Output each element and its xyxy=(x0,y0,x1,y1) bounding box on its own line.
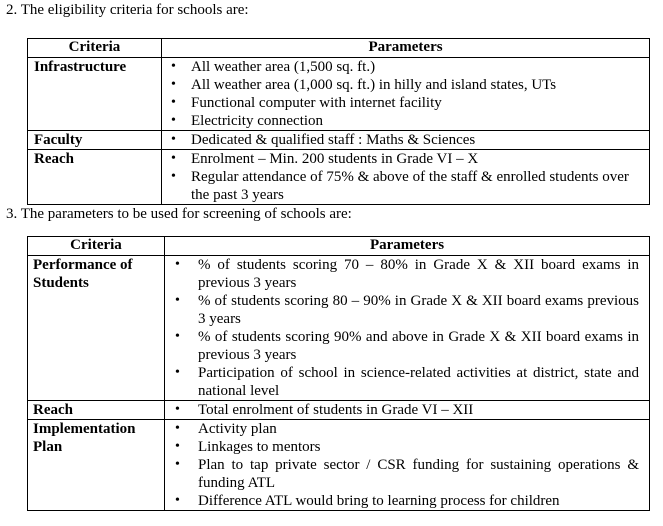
list-item: • Difference ATL would bring to learning process for children xyxy=(165,492,649,510)
list-item: • Plan to tap private sector / CSR funding for sustaining operations & funding ATL xyxy=(165,456,649,492)
parameters-cell xyxy=(162,131,650,150)
list-item: • All weather area (1,000 sq. ft.) in hilly and island states, UTs xyxy=(162,76,649,94)
list-item: • % of students scoring 80 – 90% in Grade X & XII board exams previous 3 years xyxy=(165,292,649,328)
criteria-cell: Reach xyxy=(28,150,162,205)
section-3-heading: 3. The parameters to be used for screening of schools are: xyxy=(6,206,352,222)
parameter-list xyxy=(162,131,649,149)
list-item: • Regular attendance of 75% & above of the staff & enrolled students over the past 3 years xyxy=(162,168,649,204)
criteria-column-header: Criteria xyxy=(28,39,162,58)
criteria-cell: Faculty xyxy=(28,131,162,150)
parameters-cell xyxy=(165,420,650,511)
criteria-cell: Implementation Plan xyxy=(28,420,165,511)
criteria-cell: Infrastructure xyxy=(28,58,162,131)
parameter-list xyxy=(165,420,649,510)
table-row xyxy=(28,256,650,401)
list-item: • Activity plan xyxy=(165,420,649,438)
parameters-column-header: Parameters xyxy=(162,39,650,58)
parameter-list xyxy=(165,401,649,419)
table-row xyxy=(28,58,650,131)
list-item: • Participation of school in science-related activities at district, state and national level xyxy=(165,364,649,400)
list-item: • Electricity connection xyxy=(162,112,649,130)
screening-parameters-table xyxy=(27,236,650,511)
criteria-cell: Reach xyxy=(28,401,165,420)
parameters-cell xyxy=(165,256,650,401)
criteria-cell: Performance of Students xyxy=(28,256,165,401)
parameters-cell xyxy=(165,401,650,420)
list-item: • Functional computer with internet facility xyxy=(162,94,649,112)
list-item: • Dedicated & qualified staff : Maths & Sciences xyxy=(162,131,649,149)
list-item: • Enrolment – Min. 200 students in Grade VI – X xyxy=(162,150,649,168)
table-header-row xyxy=(28,237,650,256)
parameter-list xyxy=(162,150,649,204)
table-row xyxy=(28,401,650,420)
list-item: • % of students scoring 90% and above in Grade X & XII board exams in previous 3 years xyxy=(165,328,649,364)
eligibility-criteria-table xyxy=(27,38,650,205)
table-row xyxy=(28,131,650,150)
list-item: • Total enrolment of students in Grade VI – XII xyxy=(165,401,649,419)
parameters-cell xyxy=(162,58,650,131)
list-item: • Linkages to mentors xyxy=(165,438,649,456)
table-header-row xyxy=(28,39,650,58)
parameters-cell xyxy=(162,150,650,205)
table-row xyxy=(28,420,650,511)
table-row xyxy=(28,150,650,205)
criteria-column-header: Criteria xyxy=(28,237,165,256)
list-item: • All weather area (1,500 sq. ft.) xyxy=(162,58,649,76)
section-2-heading: 2. The eligibility criteria for schools are: xyxy=(6,2,249,18)
parameter-list xyxy=(162,58,649,130)
parameter-list xyxy=(165,256,649,400)
parameters-column-header: Parameters xyxy=(165,237,650,256)
list-item: • % of students scoring 70 – 80% in Grade X & XII board exams in previous 3 years xyxy=(165,256,649,292)
